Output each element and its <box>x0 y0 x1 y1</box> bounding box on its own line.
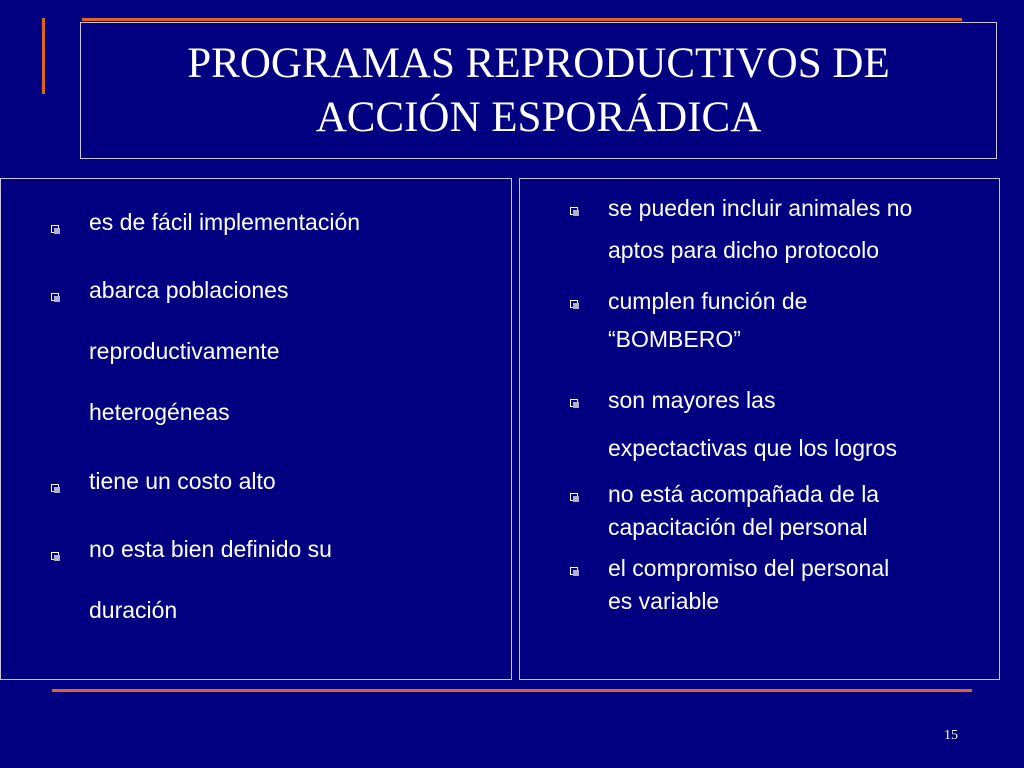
title-line-1: PROGRAMAS REPRODUCTIVOS DE <box>187 40 890 87</box>
list-item-text: tiene un costo alto <box>89 468 276 494</box>
list-item-text: duración <box>89 597 178 623</box>
square-bullet-icon <box>51 293 59 301</box>
list-item-text: abarca poblaciones <box>89 277 289 303</box>
list-item-text: es variable <box>608 588 720 614</box>
accent-line-vertical <box>42 18 45 94</box>
square-bullet-icon <box>570 399 578 407</box>
title-box <box>80 22 997 159</box>
list-item-text: expectactivas que los logros <box>608 435 897 461</box>
list-item-text: aptos para dicho protocolo <box>608 237 880 263</box>
square-bullet-icon <box>570 493 578 501</box>
square-bullet-icon <box>570 300 578 308</box>
list-item-text: no está acompañada de la <box>608 481 880 507</box>
square-bullet-icon <box>570 567 578 575</box>
square-bullet-icon <box>51 225 59 233</box>
list-item-text: heterogéneas <box>89 399 230 425</box>
square-bullet-icon <box>51 484 59 492</box>
page-number: 15 <box>944 728 958 743</box>
title-line-2: ACCIÓN ESPORÁDICA <box>315 94 762 141</box>
list-item-text: capacitación del personal <box>608 514 868 540</box>
list-item-text: cumplen función de <box>608 288 808 314</box>
list-item-text: el compromiso del personal <box>608 555 890 581</box>
slide-title <box>81 37 996 145</box>
right-column <box>519 178 1000 680</box>
left-column <box>0 178 512 680</box>
list-item-text: se pueden incluir animales no <box>608 195 913 221</box>
list-item-text: son mayores las <box>608 387 776 413</box>
accent-line-bottom <box>52 689 972 692</box>
list-item-text: reproductivamente <box>89 338 280 364</box>
square-bullet-icon <box>570 207 578 215</box>
list-item-text: no esta bien definido su <box>89 536 332 562</box>
list-item-text: “BOMBERO” <box>608 326 741 352</box>
list-item-text: es de fácil implementación <box>89 209 361 235</box>
accent-line-top <box>82 18 962 21</box>
square-bullet-icon <box>51 552 59 560</box>
